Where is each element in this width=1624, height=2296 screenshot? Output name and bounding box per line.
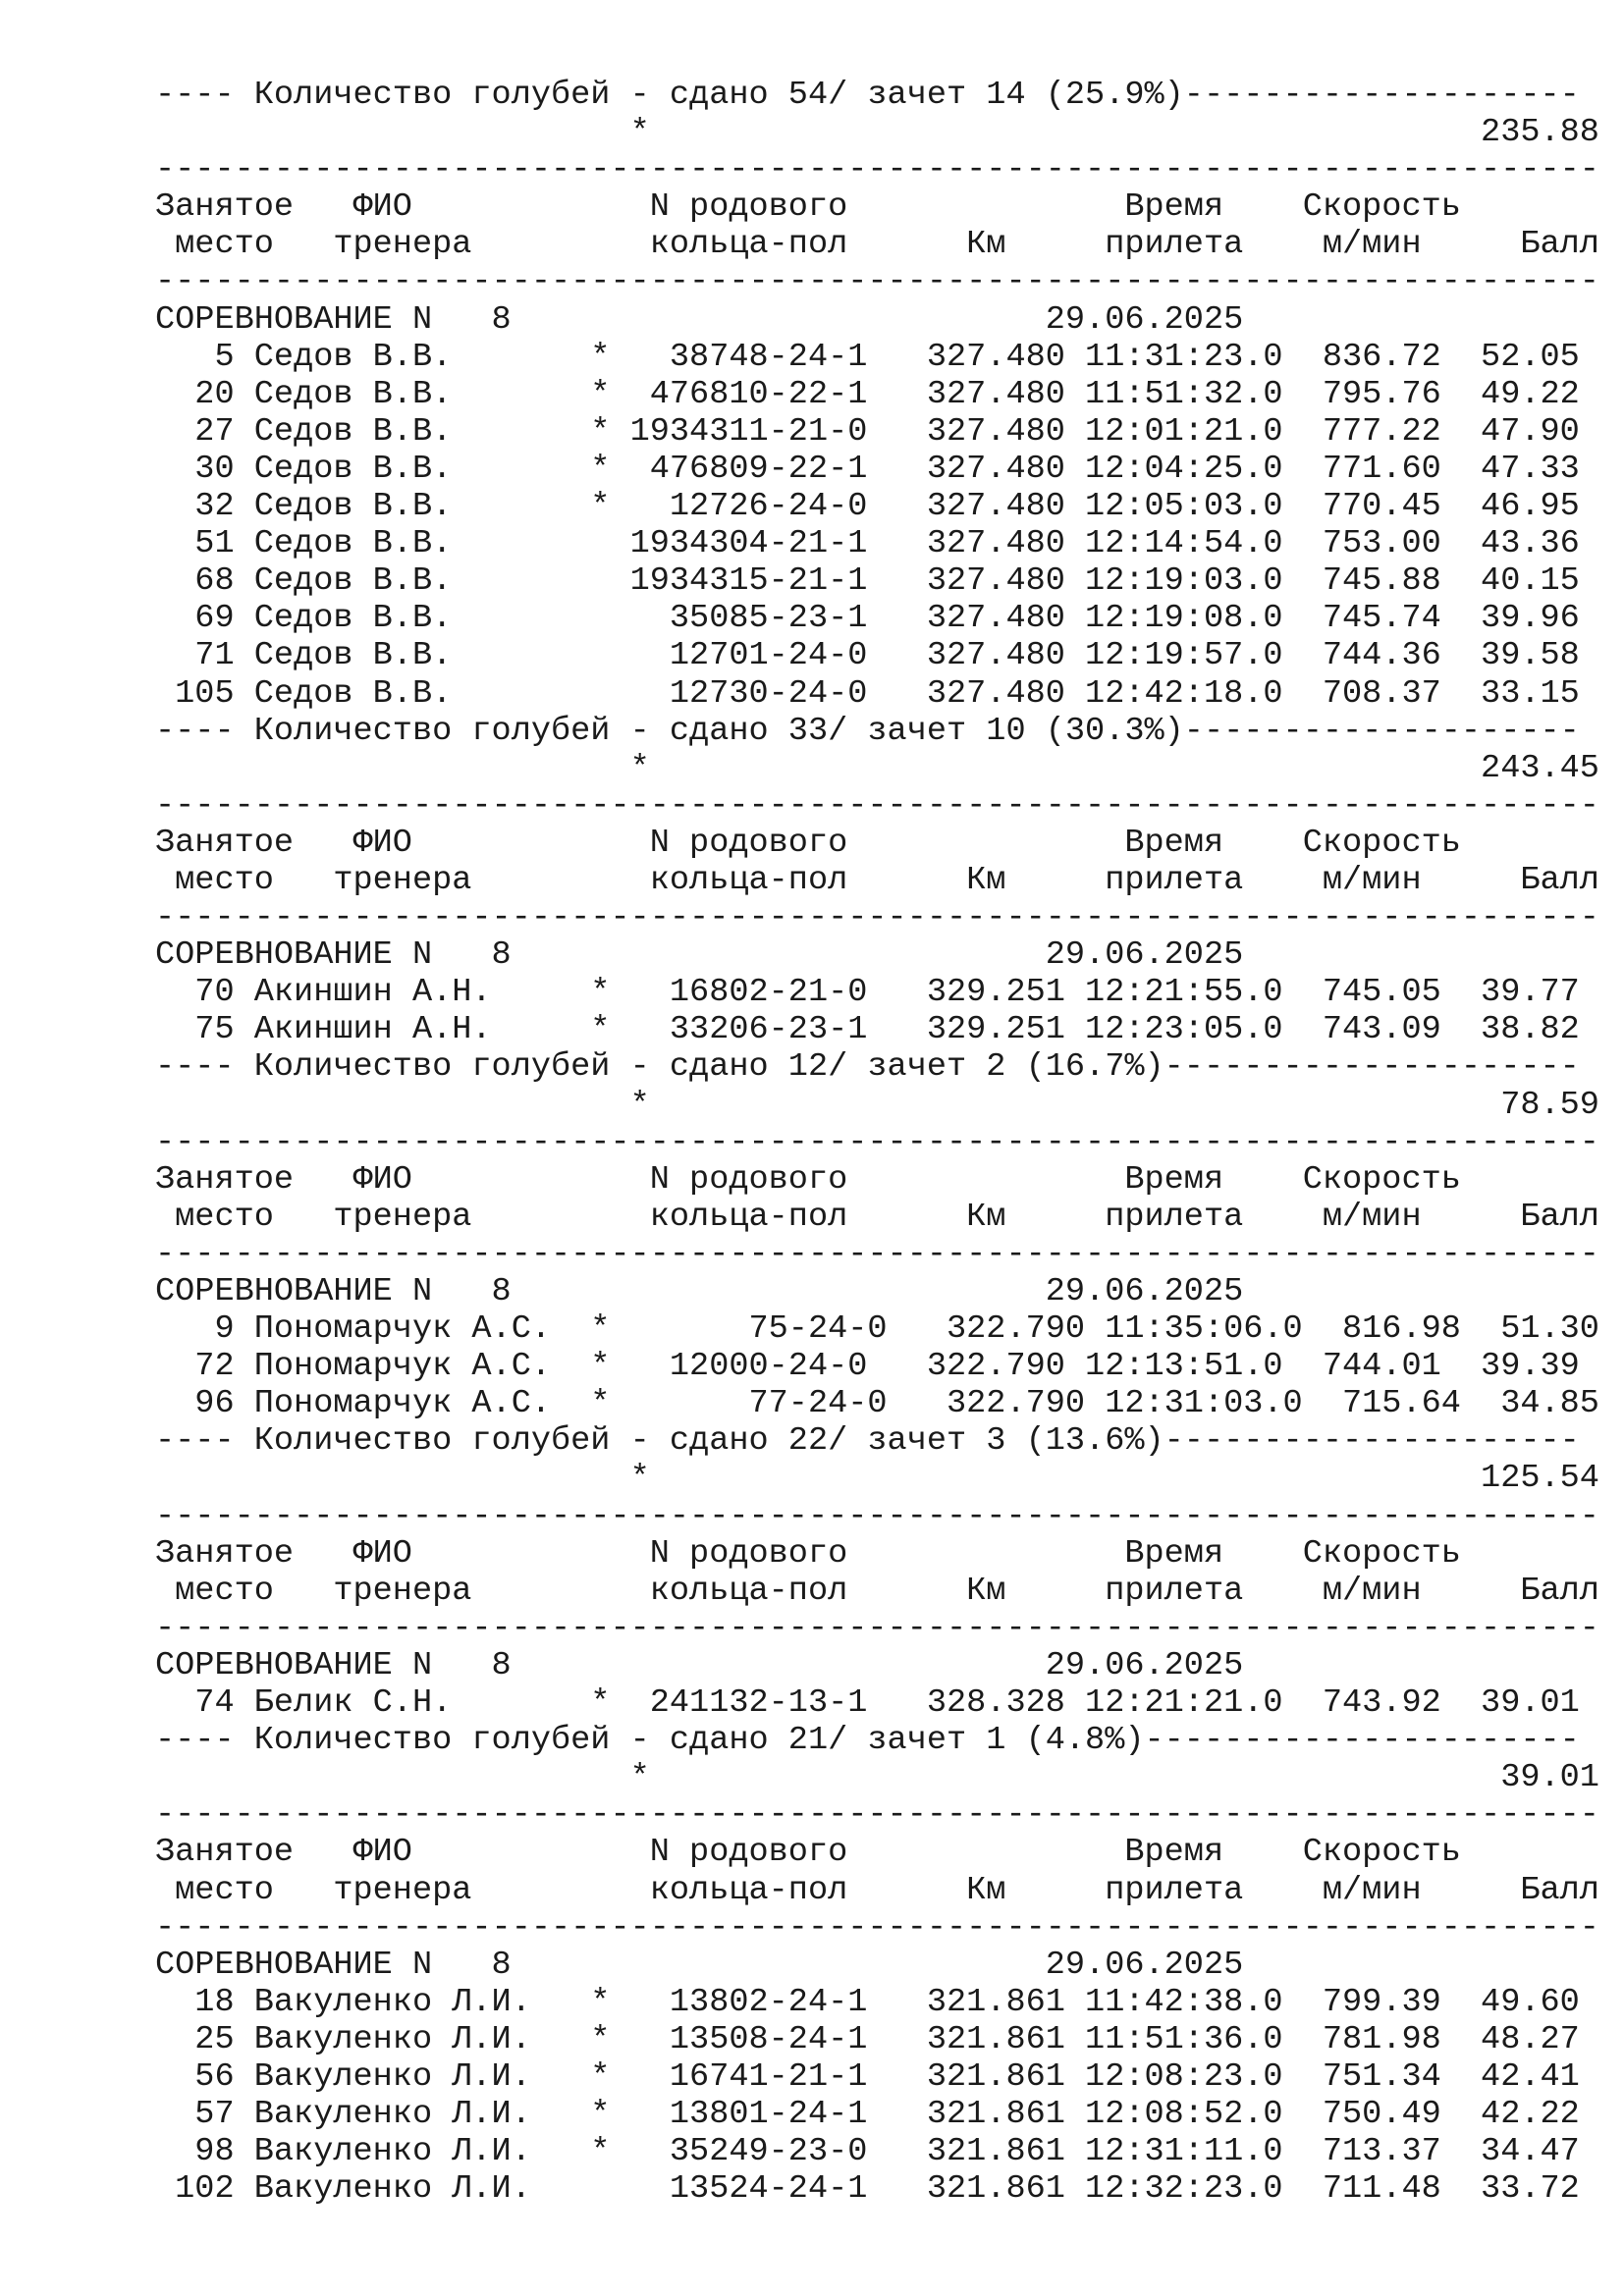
- results-printout: [155, 77, 1599, 2209]
- result-row: 74 Белик С.Н. * 241132-13-1 328.328 12:21:21.0 743.92 39.01: [155, 1684, 1580, 1723]
- competition-heading: СОРЕВНОВАНИЕ N 8 29.06.2025: [155, 300, 1244, 339]
- separator-line: -------------------------------------------------------------------------: [155, 899, 1599, 937]
- total-score-line: * 125.54: [155, 1460, 1599, 1498]
- result-row: 27 Седов В.В. * 1934311-21-0 327.480 12:01:21.0 777.22 47.90: [155, 412, 1580, 451]
- result-row: 72 Пономарчук А.С. * 12000-24-0 322.790 12:13:51.0 744.01 39.39: [155, 1348, 1580, 1386]
- separator-line: -------------------------------------------------------------------------: [155, 263, 1599, 301]
- result-row: 70 Акиншин А.Н. * 16802-21-0 329.251 12:21:55.0 745.05 39.77: [155, 974, 1580, 1012]
- pigeon-count-summary: ---- Количество голубей - сдано 21/ зачет 1 (4.8%)----------------------: [155, 1722, 1580, 1760]
- total-score-line: * 39.01: [155, 1759, 1599, 1797]
- result-row: 25 Вакуленко Л.И. * 13508-24-1 321.861 11:51:36.0 781.98 48.27: [155, 2020, 1580, 2058]
- separator-line: -------------------------------------------------------------------------: [155, 1609, 1599, 1647]
- competition-heading: СОРЕВНОВАНИЕ N 8 29.06.2025: [155, 1946, 1244, 1984]
- pigeon-count-summary: ---- Количество голубей - сдано 22/ зачет 3 (13.6%)---------------------: [155, 1422, 1580, 1461]
- pigeon-count-summary: ---- Количество голубей - сдано 33/ зачет 10 (30.3%)--------------------: [155, 712, 1580, 750]
- result-row: 18 Вакуленко Л.И. * 13802-24-1 321.861 11:42:38.0 799.39 49.60: [155, 1983, 1580, 2021]
- column-header-row-1: Занятое ФИО N родового Время Скорость: [155, 1160, 1461, 1199]
- separator-line: -------------------------------------------------------------------------: [155, 151, 1599, 189]
- column-header-row-1: Занятое ФИО N родового Время Скорость: [155, 188, 1461, 227]
- pigeon-count-summary: ---- Количество голубей - сдано 12/ зачет 2 (16.7%)---------------------: [155, 1048, 1580, 1087]
- separator-line: -------------------------------------------------------------------------: [155, 1796, 1599, 1835]
- result-row: 69 Седов В.В. 35085-23-1 327.480 12:19:08.0 745.74 39.96: [155, 600, 1580, 638]
- separator-line: -------------------------------------------------------------------------: [155, 1908, 1599, 1947]
- result-row: 98 Вакуленко Л.И. * 35249-23-0 321.861 12:31:11.0 713.37 34.47: [155, 2133, 1580, 2171]
- column-header-row-2: место тренера кольца-пол Км прилета м/мин Балл: [155, 1198, 1599, 1236]
- separator-line: -------------------------------------------------------------------------: [155, 1123, 1599, 1161]
- column-header-row-2: место тренера кольца-пол Км прилета м/мин Балл: [155, 861, 1599, 899]
- result-row: 96 Пономарчук А.С. * 77-24-0 322.790 12:31:03.0 715.64 34.85: [155, 1385, 1599, 1423]
- column-header-row-2: место тренера кольца-пол Км прилета м/мин Балл: [155, 1871, 1599, 1909]
- result-row: 32 Седов В.В. * 12726-24-0 327.480 12:05:03.0 770.45 46.95: [155, 488, 1580, 526]
- result-row: 56 Вакуленко Л.И. * 16741-21-1 321.861 12:08:23.0 751.34 42.41: [155, 2057, 1580, 2096]
- result-row: 71 Седов В.В. 12701-24-0 327.480 12:19:57.0 744.36 39.58: [155, 637, 1580, 675]
- column-header-row-2: место тренера кольца-пол Км прилета м/мин Балл: [155, 1572, 1599, 1610]
- competition-heading: СОРЕВНОВАНИЕ N 8 29.06.2025: [155, 1273, 1244, 1310]
- result-row: 105 Седов В.В. 12730-24-0 327.480 12:42:18.0 708.37 33.15: [155, 674, 1580, 713]
- result-row: 9 Пономарчук А.С. * 75-24-0 322.790 11:35:06.0 816.98 51.30: [155, 1310, 1599, 1349]
- result-row: 51 Седов В.В. 1934304-21-1 327.480 12:14:54.0 753.00 43.36: [155, 525, 1580, 563]
- total-score-line: * 243.45: [155, 749, 1599, 787]
- separator-line: -------------------------------------------------------------------------: [155, 786, 1599, 825]
- result-row: 57 Вакуленко Л.И. * 13801-24-1 321.861 12:08:52.0 750.49 42.22: [155, 2096, 1580, 2134]
- total-score-line: * 78.59: [155, 1086, 1599, 1124]
- separator-line: -------------------------------------------------------------------------: [155, 1235, 1599, 1273]
- result-row: 75 Акиншин А.Н. * 33206-23-1 329.251 12:23:05.0 743.09 38.82: [155, 1011, 1580, 1049]
- competition-heading: СОРЕВНОВАНИЕ N 8 29.06.2025: [155, 1646, 1244, 1684]
- result-row: 102 Вакуленко Л.И. 13524-24-1 321.861 12:32:23.0 711.48 33.72: [155, 2170, 1580, 2209]
- total-score-line: * 235.88: [155, 114, 1599, 152]
- result-row: 68 Седов В.В. 1934315-21-1 327.480 12:19:03.0 745.88 40.15: [155, 562, 1580, 601]
- result-row: 20 Седов В.В. * 476810-22-1 327.480 11:51:32.0 795.76 49.22: [155, 375, 1580, 413]
- separator-line: -------------------------------------------------------------------------: [155, 1497, 1599, 1535]
- column-header-row-2: место тренера кольца-пол Км прилета м/мин Балл: [155, 226, 1599, 264]
- result-row: 30 Седов В.В. * 476809-22-1 327.480 12:04:25.0 771.60 47.33: [155, 450, 1580, 488]
- column-header-row-1: Занятое ФИО N родового Время Скорость: [155, 1834, 1461, 1872]
- competition-heading: СОРЕВНОВАНИЕ N 8 29.06.2025: [155, 936, 1244, 975]
- result-row: 5 Седов В.В. * 38748-24-1 327.480 11:31:23.0 836.72 52.05: [155, 338, 1580, 376]
- pigeon-count-summary: ---- Количество голубей - сдано 54/ зачет 14 (25.9%)--------------------: [155, 77, 1580, 114]
- column-header-row-1: Занятое ФИО N родового Время Скорость: [155, 1534, 1461, 1573]
- column-header-row-1: Занятое ФИО N родового Время Скорость: [155, 824, 1461, 862]
